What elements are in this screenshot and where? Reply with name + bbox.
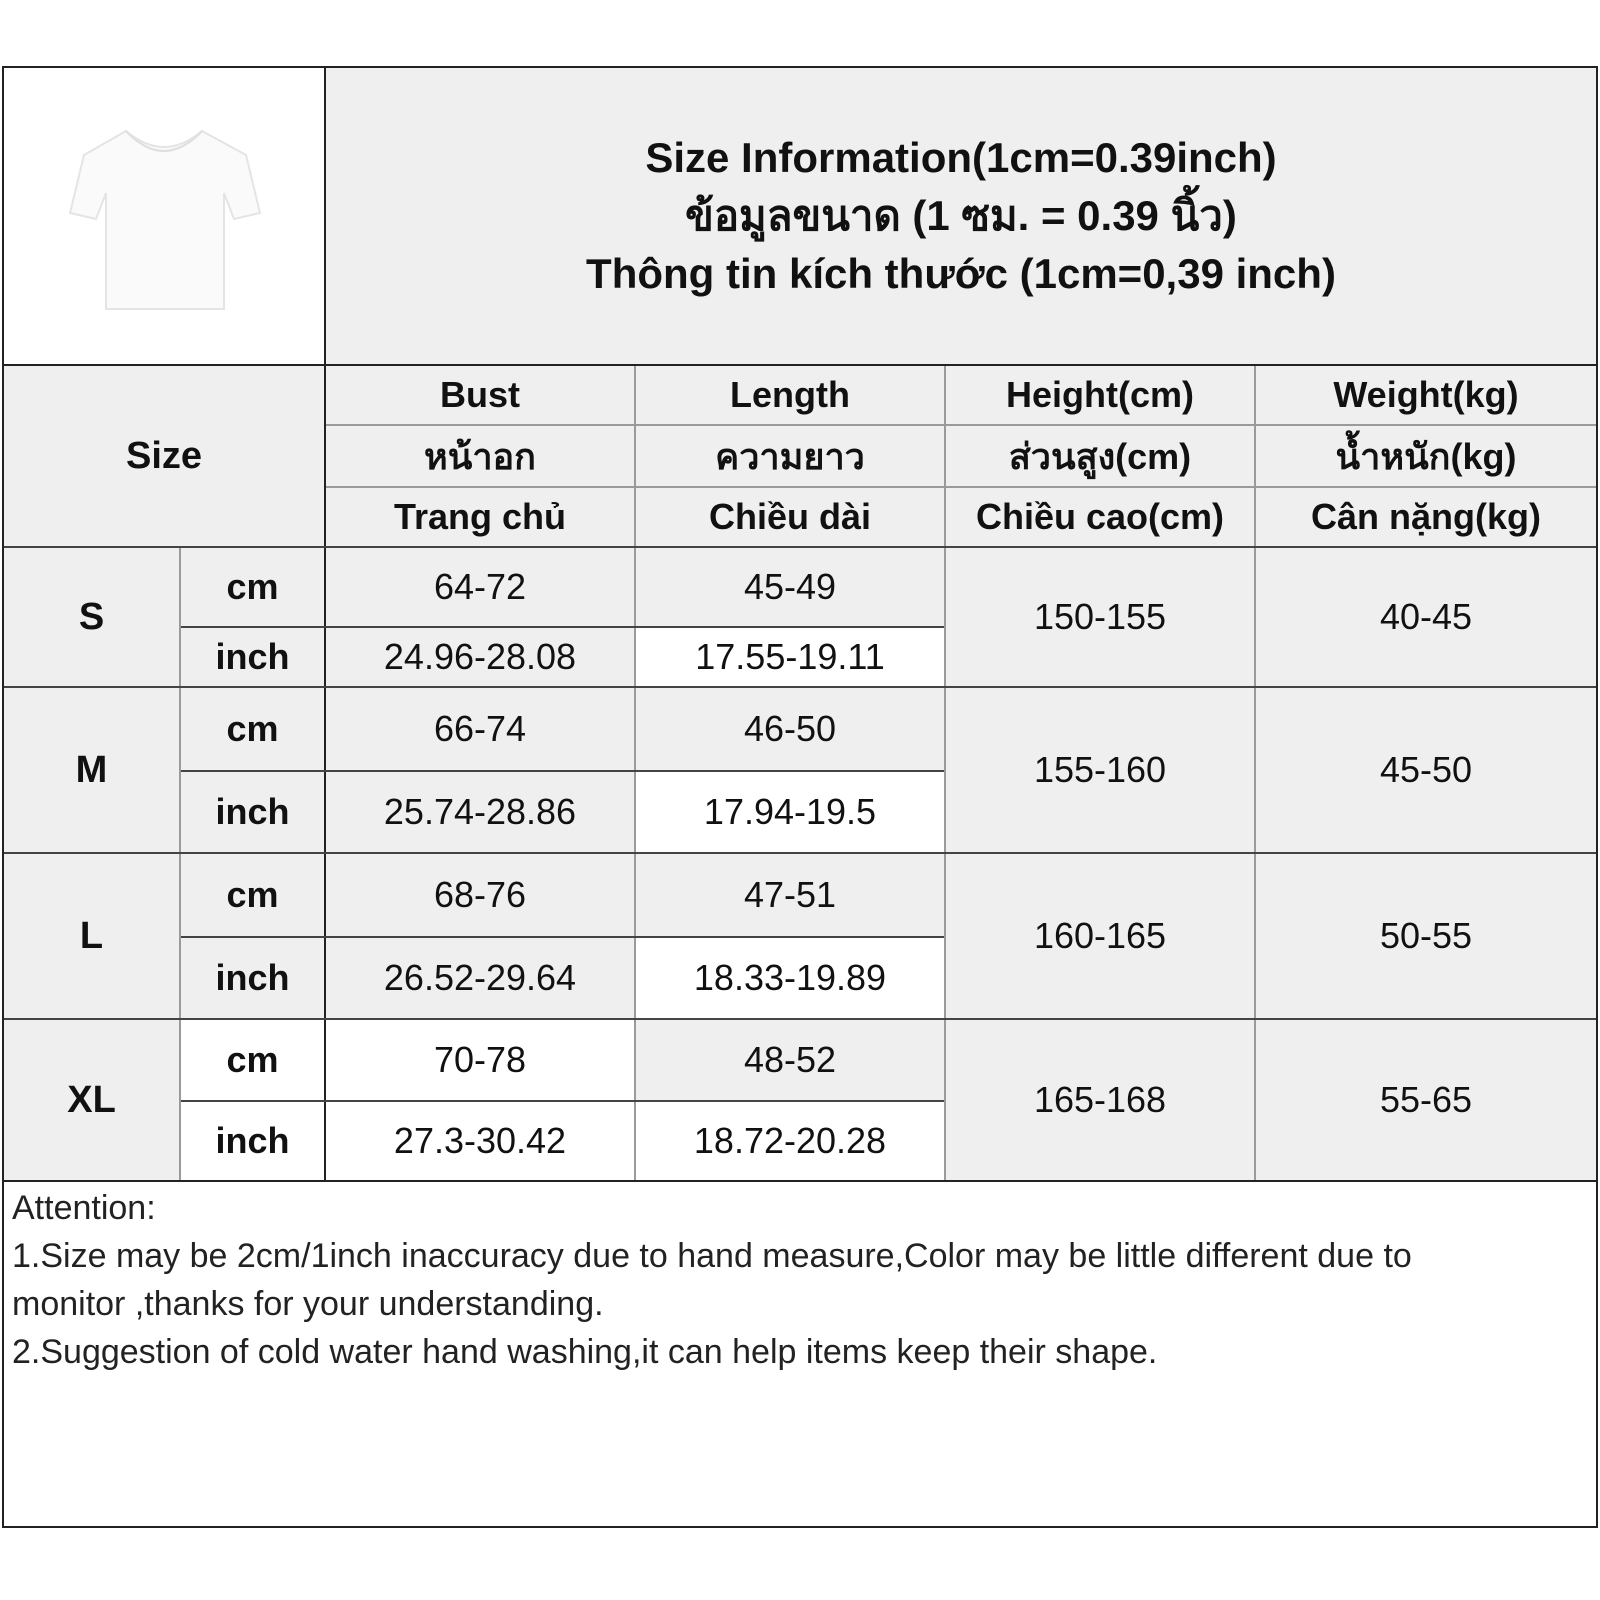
unit-inch-xl: inch [181, 1102, 324, 1180]
grid-line [324, 68, 326, 1180]
grid-line [4, 1018, 1596, 1020]
col-bust-vi: Trang chủ [326, 488, 634, 546]
notes-heading: Attention: [12, 1189, 156, 1227]
height-m: 155-160 [946, 688, 1254, 852]
unit-cm-s: cm [181, 548, 324, 626]
grid-line [326, 424, 1596, 426]
col-height-vi: Chiều cao(cm) [946, 488, 1254, 546]
unit-cm-l: cm [181, 854, 324, 936]
bust-cm-s: 64-72 [326, 548, 634, 626]
grid-line [181, 936, 944, 938]
grid-line [181, 1100, 944, 1102]
bust-inch-l: 26.52-29.64 [326, 938, 634, 1018]
length-inch-s: 17.55-19.11 [636, 628, 944, 686]
grid-line [1254, 366, 1256, 1180]
length-inch-xl: 18.72-20.28 [636, 1102, 944, 1180]
bust-inch-s: 24.96-28.08 [326, 628, 634, 686]
attention-notes [12, 1184, 1586, 1376]
grid-line [4, 1180, 1596, 1182]
length-cm-xl: 48-52 [636, 1020, 944, 1100]
title-vietnamese: Thông tin kích thước (1cm=0,39 inch) [586, 250, 1336, 297]
bust-cm-xl: 70-78 [326, 1020, 634, 1100]
note-line: 2.Suggestion of cold water hand washing,it can help items keep their shape. [12, 1333, 1158, 1371]
length-inch-m: 17.94-19.5 [636, 772, 944, 852]
col-bust-th: หน้าอก [326, 426, 634, 486]
length-cm-l: 47-51 [636, 854, 944, 936]
grid-line [179, 548, 181, 1180]
size-header: Size [4, 366, 324, 546]
size-label-m: M [4, 688, 179, 852]
white-crop-tshirt-icon [64, 121, 264, 311]
unit-cm-m: cm [181, 688, 324, 770]
grid-line [4, 364, 1596, 366]
col-weight-th: น้ำหนัก(kg) [1256, 426, 1596, 486]
grid-line [944, 366, 946, 1180]
unit-inch-s: inch [181, 628, 324, 686]
title-thai: ข้อมูลขนาด (1 ซม. = 0.39 นิ้ว) [685, 192, 1237, 239]
grid-line [326, 486, 1596, 488]
note-line: monitor ,thanks for your understanding. [12, 1285, 604, 1323]
weight-xl: 55-65 [1256, 1020, 1596, 1180]
length-cm-s: 45-49 [636, 548, 944, 626]
size-label-l: L [4, 854, 179, 1018]
size-chart [2, 66, 1598, 1528]
grid-line [181, 770, 944, 772]
title-english: Size Information(1cm=0.39inch) [645, 134, 1277, 181]
grid-line [634, 366, 636, 1180]
col-length-th: ความยาว [636, 426, 944, 486]
col-bust-en: Bust [326, 366, 634, 424]
note-line: 1.Size may be 2cm/1inch inaccuracy due to hand measure,Color may be little different due to [12, 1237, 1412, 1275]
size-label-s: S [4, 548, 179, 686]
grid-line [181, 626, 944, 628]
bust-cm-l: 68-76 [326, 854, 634, 936]
col-height-en: Height(cm) [946, 366, 1254, 424]
bust-inch-m: 25.74-28.86 [326, 772, 634, 852]
height-s: 150-155 [946, 548, 1254, 686]
unit-cm-xl: cm [181, 1020, 324, 1100]
col-length-en: Length [636, 366, 944, 424]
col-weight-en: Weight(kg) [1256, 366, 1596, 424]
col-height-th: ส่วนสูง(cm) [946, 426, 1254, 486]
weight-s: 40-45 [1256, 548, 1596, 686]
height-xl: 165-168 [946, 1020, 1254, 1180]
height-l: 160-165 [946, 854, 1254, 1018]
bust-cm-m: 66-74 [326, 688, 634, 770]
grid-line [4, 686, 1596, 688]
bust-inch-xl: 27.3-30.42 [326, 1102, 634, 1180]
size-label-xl: XL [4, 1020, 179, 1180]
product-image [4, 68, 324, 364]
length-cm-m: 46-50 [636, 688, 944, 770]
length-inch-l: 18.33-19.89 [636, 938, 944, 1018]
grid-line [4, 546, 1596, 548]
col-weight-vi: Cân nặng(kg) [1256, 488, 1596, 546]
weight-l: 50-55 [1256, 854, 1596, 1018]
col-length-vi: Chiều dài [636, 488, 944, 546]
weight-m: 45-50 [1256, 688, 1596, 852]
unit-inch-m: inch [181, 772, 324, 852]
title-box [326, 68, 1596, 364]
unit-inch-l: inch [181, 938, 324, 1018]
grid-line [4, 852, 1596, 854]
